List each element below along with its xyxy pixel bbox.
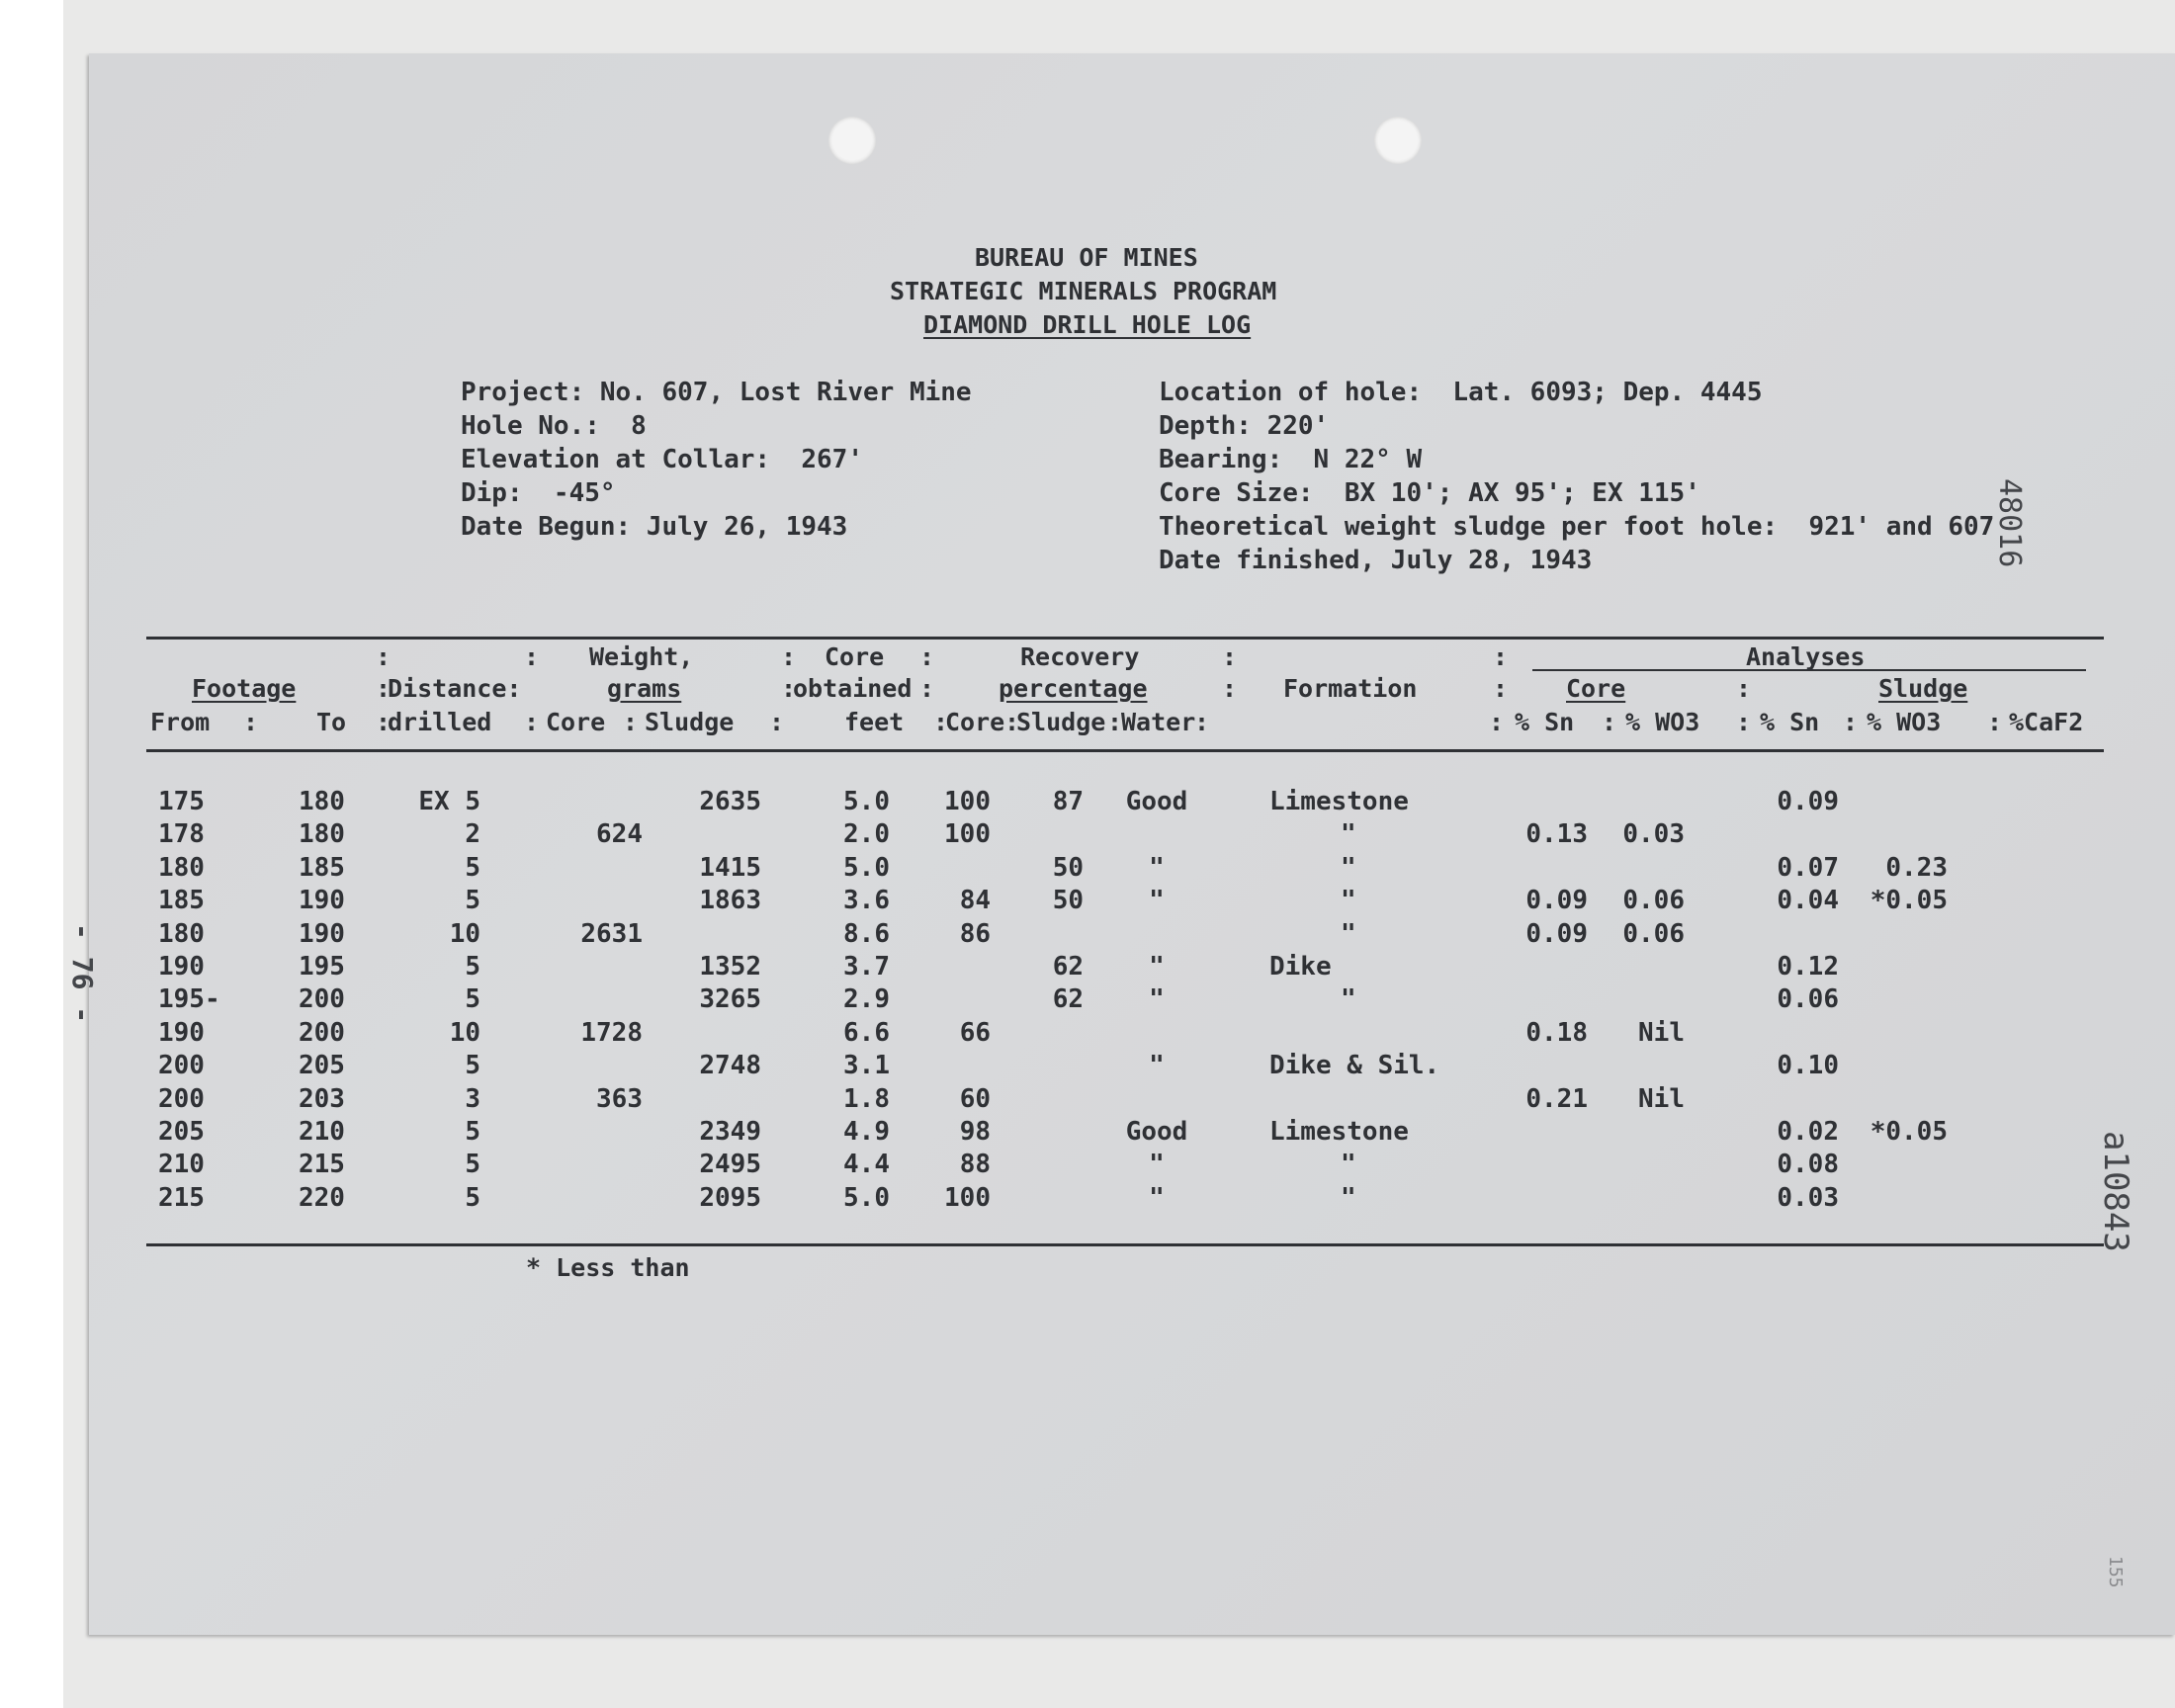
cell-obtained: 5.0: [843, 852, 890, 883]
cell-from: 190: [158, 1017, 205, 1048]
punch-hole-right: [1374, 117, 1422, 164]
meta-date-begun: Date Begun: July 26, 1943: [461, 512, 848, 542]
cell-formation: ": [1341, 852, 1356, 883]
table-bottom-rule: [146, 1243, 2104, 1246]
header-colon-6: :: [1493, 642, 1509, 671]
header-core-wo3: % WO3: [1625, 708, 1700, 736]
header-water-colon: :: [1194, 708, 1210, 736]
cell-s-wo3: *0.05: [1870, 1117, 1948, 1147]
header-colon-5: :: [1222, 642, 1238, 671]
header-feet: feet: [844, 708, 905, 736]
cell-drilled: EX 5: [418, 787, 480, 816]
cell-to: 203: [299, 1083, 345, 1114]
header-sludge-colon: :: [769, 708, 785, 736]
header-weight-sep: :: [623, 708, 639, 736]
cell-from: 175: [158, 787, 205, 816]
cell-obtained: 3.7: [843, 952, 890, 982]
header-from-colon: :: [243, 708, 259, 736]
stamp-number-upper: 48016: [1992, 478, 2027, 568]
cell-to: 180: [299, 787, 345, 816]
header-distance-colon: :: [376, 674, 392, 703]
cell-obtained: 4.4: [843, 1150, 890, 1180]
cell-c-sn: 0.13: [1525, 819, 1588, 850]
cell-s-sn: 0.07: [1777, 852, 1839, 883]
header-distance: Distance:: [388, 674, 522, 703]
cell-r-core: 60: [959, 1083, 991, 1114]
header-drilled-colon: :: [376, 708, 392, 736]
cell-w-sludge: 1863: [699, 886, 761, 916]
cell-to: 220: [299, 1182, 345, 1213]
cell-r-water: ": [1149, 984, 1165, 1015]
cell-drilled: 5: [465, 1182, 480, 1213]
corner-mark: 155: [2105, 1556, 2126, 1588]
meta-location: Location of hole: Lat. 6093; Dep. 4445: [1159, 378, 1763, 407]
cell-from: 180: [158, 852, 205, 883]
meta-elevation: Elevation at Collar: 267': [461, 445, 863, 474]
cell-r-water: ": [1149, 1182, 1165, 1213]
header-analyses-colon: :: [1493, 674, 1509, 703]
cell-to: 205: [299, 1051, 345, 1081]
cell-from: 210: [158, 1150, 205, 1180]
header-recovery-colon: :: [919, 674, 935, 703]
cell-from: 215: [158, 1182, 205, 1213]
header-recovery-core: Core: [945, 708, 1005, 736]
cell-from: 195-: [158, 984, 220, 1015]
title-log: DIAMOND DRILL HOLE LOG: [923, 310, 1252, 339]
cell-r-core: 100: [944, 787, 991, 816]
header-footage: Footage: [192, 674, 297, 703]
header-weight-core: Core: [546, 708, 606, 736]
cell-obtained: 2.9: [843, 984, 890, 1015]
cell-drilled: 5: [465, 1051, 480, 1081]
cell-from: 200: [158, 1083, 205, 1114]
cell-formation: ": [1341, 918, 1356, 949]
cell-from: 178: [158, 819, 205, 850]
cell-obtained: 2.0: [843, 819, 890, 850]
cell-formation: Dike: [1269, 952, 1332, 982]
cell-obtained: 1.8: [843, 1083, 890, 1114]
title-bureau: BUREAU OF MINES: [975, 243, 1198, 272]
cell-c-wo3: Nil: [1638, 1083, 1685, 1114]
meta-depth: Depth: 220': [1159, 411, 1330, 441]
cell-to: 190: [299, 886, 345, 916]
cell-r-sludge: 50: [1052, 852, 1084, 883]
cell-s-sn: 0.03: [1777, 1182, 1839, 1213]
header-to: To: [316, 708, 347, 736]
cell-r-water: ": [1149, 1150, 1165, 1180]
cell-s-sn: 0.12: [1777, 952, 1839, 982]
cell-formation: ": [1341, 1150, 1356, 1180]
header-rwater-colon: :: [1107, 708, 1123, 736]
cell-c-wo3: 0.06: [1622, 886, 1685, 916]
cell-w-sludge: 1352: [699, 952, 761, 982]
cell-obtained: 5.0: [843, 787, 890, 816]
header-formation: Formation: [1283, 674, 1418, 703]
cell-w-sludge: 2095: [699, 1182, 761, 1213]
cell-c-wo3: 0.03: [1622, 819, 1685, 850]
header-colon-1: :: [376, 642, 392, 671]
header-wo3-colon: :: [1602, 708, 1617, 736]
cell-r-core: 86: [959, 918, 991, 949]
cell-s-sn: 0.10: [1777, 1051, 1839, 1081]
footnote: * Less than: [526, 1253, 690, 1282]
cell-formation: ": [1341, 819, 1356, 850]
header-colon-2: :: [524, 642, 540, 671]
cell-r-core: 84: [959, 886, 991, 916]
cell-s-wo3: 0.23: [1885, 852, 1948, 883]
cell-formation: ": [1341, 984, 1356, 1015]
header-analyses-core: Core: [1566, 674, 1626, 703]
cell-obtained: 4.9: [843, 1117, 890, 1147]
cell-r-sludge: 62: [1052, 952, 1084, 982]
cell-w-core: 1728: [580, 1017, 643, 1048]
cell-to: 180: [299, 819, 345, 850]
cell-to: 210: [299, 1117, 345, 1147]
cell-s-sn: 0.04: [1777, 886, 1839, 916]
cell-drilled: 5: [465, 984, 480, 1015]
header-caf2-colon: :: [1987, 708, 2003, 736]
cell-w-sludge: 2495: [699, 1150, 761, 1180]
cell-obtained: 5.0: [843, 1182, 890, 1213]
cell-r-sludge: 62: [1052, 984, 1084, 1015]
header-sludge-wo3-colon: :: [1843, 708, 1859, 736]
cell-formation: ": [1341, 1182, 1356, 1213]
cell-drilled: 5: [465, 1117, 480, 1147]
meta-date-finished: Date finished, July 28, 1943: [1159, 546, 1593, 575]
header-sludge-sn: % Sn: [1760, 708, 1820, 736]
cell-to: 200: [299, 984, 345, 1015]
cell-c-sn: 0.21: [1525, 1083, 1588, 1114]
cell-r-water: Good: [1125, 787, 1188, 816]
cell-s-sn: 0.08: [1777, 1150, 1839, 1180]
cell-r-core: 100: [944, 819, 991, 850]
cell-w-core: 2631: [580, 918, 643, 949]
cell-r-water: ": [1149, 886, 1165, 916]
cell-r-core: 100: [944, 1182, 991, 1213]
cell-drilled: 10: [449, 1017, 480, 1048]
cell-drilled: 2: [465, 819, 480, 850]
stamp-number-lower: a10843: [2096, 1131, 2135, 1252]
header-analyses-sludge: Sludge: [1878, 674, 1968, 703]
cell-r-sludge: 87: [1052, 787, 1084, 816]
cell-s-sn: 0.02: [1777, 1117, 1839, 1147]
cell-to: 190: [299, 918, 345, 949]
cell-s-wo3: *0.05: [1870, 886, 1948, 916]
header-wcore-colon: :: [524, 708, 540, 736]
cell-drilled: 5: [465, 1150, 480, 1180]
header-core-sn: % Sn: [1515, 708, 1575, 736]
meta-dip: Dip: -45°: [461, 478, 616, 508]
header-sludge-sn-colon: :: [1736, 708, 1752, 736]
header-rcore-colon: :: [933, 708, 949, 736]
header-analyses: Analyses: [1746, 642, 1866, 671]
cell-obtained: 3.6: [843, 886, 890, 916]
cell-r-water: ": [1149, 1051, 1165, 1081]
table-top-rule: [146, 637, 2104, 640]
header-recovery-water: Water: [1121, 708, 1196, 736]
cell-drilled: 5: [465, 952, 480, 982]
cell-drilled: 5: [465, 852, 480, 883]
document-sheet: [66, 53, 2175, 1635]
header-recovery: Recovery: [1020, 642, 1140, 671]
header-percentage: percentage: [999, 674, 1148, 703]
cell-drilled: 5: [465, 886, 480, 916]
cell-c-sn: 0.09: [1525, 918, 1588, 949]
cell-r-water: ": [1149, 852, 1165, 883]
punch-hole-left: [828, 117, 876, 164]
header-colon-3: :: [781, 642, 797, 671]
meta-core-size: Core Size: BX 10'; AX 95'; EX 115': [1159, 478, 1700, 508]
cell-w-core: 363: [596, 1083, 643, 1114]
cell-from: 180: [158, 918, 205, 949]
cell-r-core: 88: [959, 1150, 991, 1180]
header-formation-colon: :: [1222, 674, 1238, 703]
header-weight: Weight,: [589, 642, 694, 671]
header-analyses-mid-colon: :: [1736, 674, 1752, 703]
cell-to: 185: [299, 852, 345, 883]
cell-c-wo3: 0.06: [1622, 918, 1685, 949]
cell-from: 185: [158, 886, 205, 916]
cell-drilled: 10: [449, 918, 480, 949]
cell-c-wo3: Nil: [1638, 1017, 1685, 1048]
cell-formation: ": [1341, 886, 1356, 916]
header-recovery-sludge: Sludge: [1016, 708, 1106, 736]
header-sludge-caf2: %CaF2: [2009, 708, 2084, 736]
cell-s-sn: 0.06: [1777, 984, 1839, 1015]
header-colon-4: :: [919, 642, 935, 671]
meta-theoretical-weight: Theoretical weight sludge per foot hole: 921' and 607: [1159, 512, 1995, 542]
cell-w-sludge: 2748: [699, 1051, 761, 1081]
header-from: From: [150, 708, 211, 736]
cell-to: 215: [299, 1150, 345, 1180]
header-sn-colon: :: [1489, 708, 1505, 736]
page-number: - 76 -: [66, 923, 99, 1024]
cell-formation: Dike & Sil.: [1269, 1051, 1440, 1081]
title-program: STRATEGIC MINERALS PROGRAM: [890, 277, 1277, 305]
header-weight-sludge: Sludge: [645, 708, 735, 736]
meta-project: Project: No. 607, Lost River Mine: [461, 378, 972, 407]
cell-r-core: 66: [959, 1017, 991, 1048]
cell-to: 195: [299, 952, 345, 982]
cell-obtained: 8.6: [843, 918, 890, 949]
header-obtained-colon: :: [781, 674, 797, 703]
header-rsludge-colon: :: [1004, 708, 1020, 736]
cell-c-sn: 0.09: [1525, 886, 1588, 916]
cell-from: 200: [158, 1051, 205, 1081]
meta-hole-no: Hole No.: 8: [461, 411, 647, 441]
header-sludge-wo3: % WO3: [1867, 708, 1942, 736]
cell-r-core: 98: [959, 1117, 991, 1147]
cell-w-sludge: 2349: [699, 1117, 761, 1147]
header-obtained: obtained: [793, 674, 913, 703]
cell-formation: Limestone: [1269, 1117, 1409, 1147]
cell-from: 190: [158, 952, 205, 982]
table-header-rule: [146, 749, 2104, 752]
cell-w-sludge: 1415: [699, 852, 761, 883]
header-drilled: drilled: [388, 708, 492, 736]
cell-r-sludge: 50: [1052, 886, 1084, 916]
cell-drilled: 3: [465, 1083, 480, 1114]
header-core: Core: [825, 642, 885, 671]
cell-s-sn: 0.09: [1777, 787, 1839, 816]
cell-c-sn: 0.18: [1525, 1017, 1588, 1048]
cell-obtained: 6.6: [843, 1017, 890, 1048]
cell-formation: Limestone: [1269, 787, 1409, 816]
header-grams: grams: [607, 674, 682, 703]
cell-w-sludge: 2635: [699, 787, 761, 816]
cell-from: 205: [158, 1117, 205, 1147]
cell-r-water: ": [1149, 952, 1165, 982]
cell-to: 200: [299, 1017, 345, 1048]
meta-bearing: Bearing: N 22° W: [1159, 445, 1423, 474]
cell-obtained: 3.1: [843, 1051, 890, 1081]
cell-r-water: Good: [1125, 1117, 1188, 1147]
cell-w-sludge: 3265: [699, 984, 761, 1015]
cell-w-core: 624: [596, 819, 643, 850]
